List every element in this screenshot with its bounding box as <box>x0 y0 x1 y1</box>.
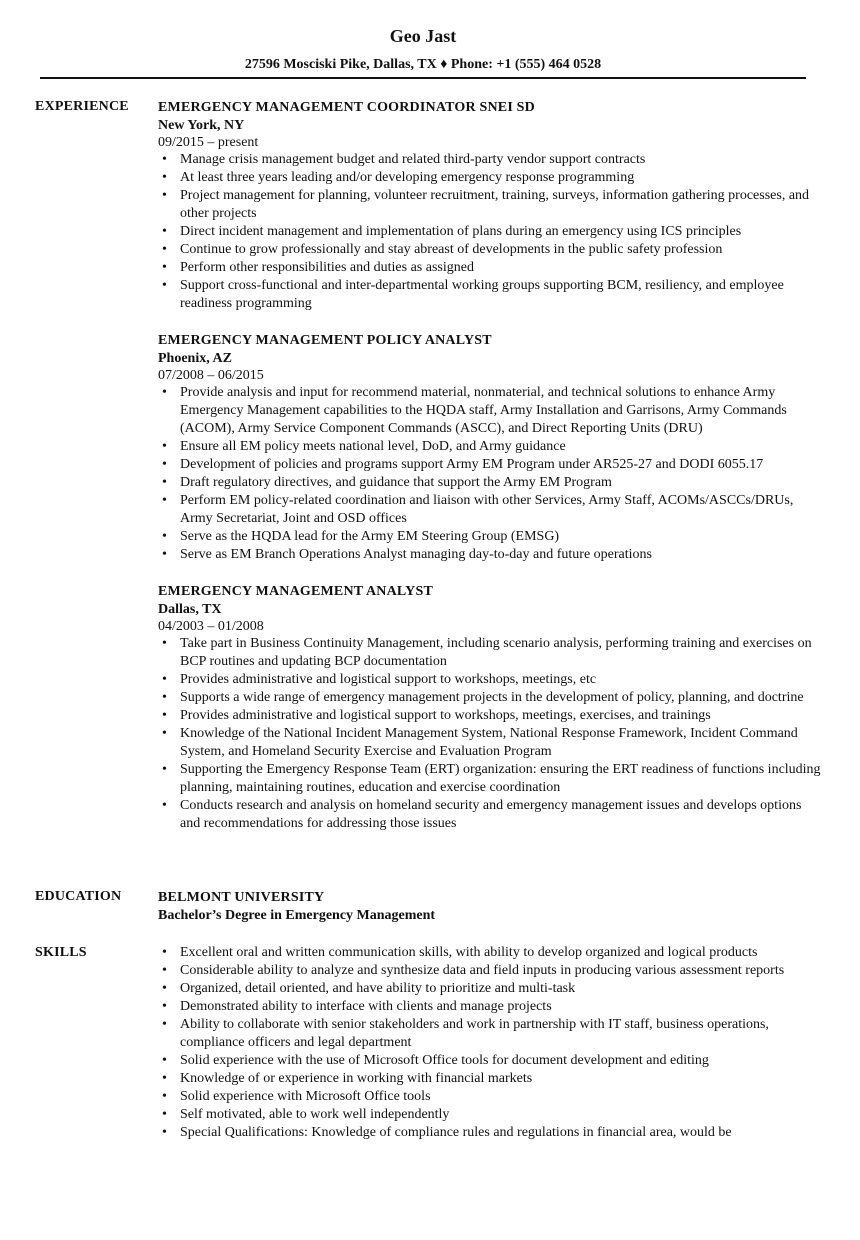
list-item: • Continue to grow professionally and stay abreast of developments in the public safety profession <box>180 241 825 259</box>
list-item: • Organized, detail oriented, and have ability to prioritize and multi-task <box>180 980 825 998</box>
list-item: • Solid experience with the use of Microsoft Office tools for document development and editing <box>180 1052 825 1070</box>
education-body <box>158 888 825 925</box>
job-entry <box>158 331 825 564</box>
list-item: • Serve as EM Branch Operations Analyst managing day-to-day and future operations <box>180 546 825 564</box>
list-item: • Provide analysis and input for recommend material, nonmaterial, and technical solutions to enhance Army Emergency Management capabilities to the HQDA staff, Army Installation and Garrisons, Army Commands (ACOM), Army Service Component Commands (ASCC), and Direct Reporting Units (DRU) <box>180 384 825 438</box>
list-item: • Perform other responsibilities and duties as assigned <box>180 259 825 277</box>
job-entry <box>158 98 825 313</box>
job-location: Phoenix, AZ <box>158 351 232 366</box>
list-item: • Support cross-functional and inter-departmental working groups supporting BCM, resiliency, and employee readiness programming <box>180 277 825 313</box>
section-label-skills: SKILLS <box>35 945 87 960</box>
skills-list <box>158 944 825 1142</box>
list-item: • Special Qualifications: Knowledge of compliance rules and regulations in financial area, would be <box>180 1124 825 1142</box>
experience-jobs <box>158 98 825 833</box>
skills-body <box>158 944 825 1142</box>
list-item: • Ensure all EM policy meets national level, DoD, and Army guidance <box>180 438 825 456</box>
job-dates: 04/2003 – 01/2008 <box>158 619 264 634</box>
list-item: • Considerable ability to analyze and synthesize data and field inputs in producing various assessment reports <box>180 962 825 980</box>
section-label-education: EDUCATION <box>35 889 122 904</box>
skills-section <box>35 944 825 1142</box>
list-item: • Self motivated, able to work well independently <box>180 1106 825 1124</box>
job-bullets <box>158 635 825 833</box>
list-item: • Solid experience with Microsoft Office tools <box>180 1088 825 1106</box>
list-item: • Provides administrative and logistical support to workshops, meetings, etc <box>180 671 825 689</box>
list-item: • Draft regulatory directives, and guidance that support the Army EM Program <box>180 474 825 492</box>
list-item: • Provides administrative and logistical support to workshops, meetings, exercises, and trainings <box>180 707 825 725</box>
list-item: • Knowledge of the National Incident Management System, National Response Framework, Incident Command System, and Homeland Security Exercise and Evaluation Program <box>180 725 825 761</box>
list-item: • Perform EM policy-related coordination and liaison with other Services, Army Staff, ACOMs/ASCCs/DRUs, Army Secretariat, Joint and OSD offices <box>180 492 825 528</box>
job-entry <box>158 582 825 833</box>
list-item: • Knowledge of or experience in working with financial markets <box>180 1070 825 1088</box>
list-item: • Supports a wide range of emergency management projects in the development of policy, planning, and doctrine <box>180 689 825 707</box>
list-item: • Supporting the Emergency Response Team (ERT) organization: ensuring the ERT readiness of functions including planning, maintaining routines, education and exercise coordination <box>180 761 825 797</box>
experience-section <box>35 98 825 851</box>
job-dates: 09/2015 – present <box>158 135 259 150</box>
contact-line: 27596 Mosciski Pike, Dallas, TX ♦ Phone: +1 (555) 464 0528 <box>244 57 602 72</box>
section-label-experience: EXPERIENCE <box>35 99 129 114</box>
list-item: • Manage crisis management budget and related third-party vendor support contracts <box>180 151 825 169</box>
resume-header <box>40 24 806 74</box>
candidate-name: Geo Jast <box>389 26 457 46</box>
job-bullets <box>158 384 825 564</box>
list-item: • Excellent oral and written communication skills, with ability to develop organized and logical products <box>180 944 825 962</box>
job-title: EMERGENCY MANAGEMENT ANALYST <box>158 584 434 599</box>
list-item: • Ability to collaborate with senior stakeholders and work in partnership with IT staff, business operations, compliance officers and legal department <box>180 1016 825 1052</box>
list-item: • Demonstrated ability to interface with clients and manage projects <box>180 998 825 1016</box>
list-item: • Project management for planning, volunteer recruitment, training, surveys, information gathering processes, and other projects <box>180 187 825 223</box>
school-name: BELMONT UNIVERSITY <box>158 890 325 905</box>
education-section <box>35 888 825 925</box>
list-item: • Development of policies and programs support Army EM Program under AR525-27 and DODI 6055.17 <box>180 456 825 474</box>
degree-name: Bachelor’s Degree in Emergency Management <box>158 908 436 923</box>
job-title: EMERGENCY MANAGEMENT POLICY ANALYST <box>158 333 492 348</box>
list-item: • Serve as the HQDA lead for the Army EM Steering Group (EMSG) <box>180 528 825 546</box>
header-divider <box>40 77 806 79</box>
list-item: • Take part in Business Continuity Management, including scenario analysis, performing training and exercises on BCP routines and updating BCP documentation <box>180 635 825 671</box>
list-item: • Conducts research and analysis on homeland security and emergency management issues and develops options and recommendations for addressing those issues <box>180 797 825 833</box>
job-bullets <box>158 151 825 313</box>
list-item: • Direct incident management and implementation of plans during an emergency using ICS principles <box>180 223 825 241</box>
job-dates: 07/2008 – 06/2015 <box>158 368 264 383</box>
job-title: EMERGENCY MANAGEMENT COORDINATOR SNEI SD <box>158 100 535 115</box>
list-item: • At least three years leading and/or developing emergency response programming <box>180 169 825 187</box>
job-location: Dallas, TX <box>158 602 222 617</box>
job-location: New York, NY <box>158 118 245 133</box>
